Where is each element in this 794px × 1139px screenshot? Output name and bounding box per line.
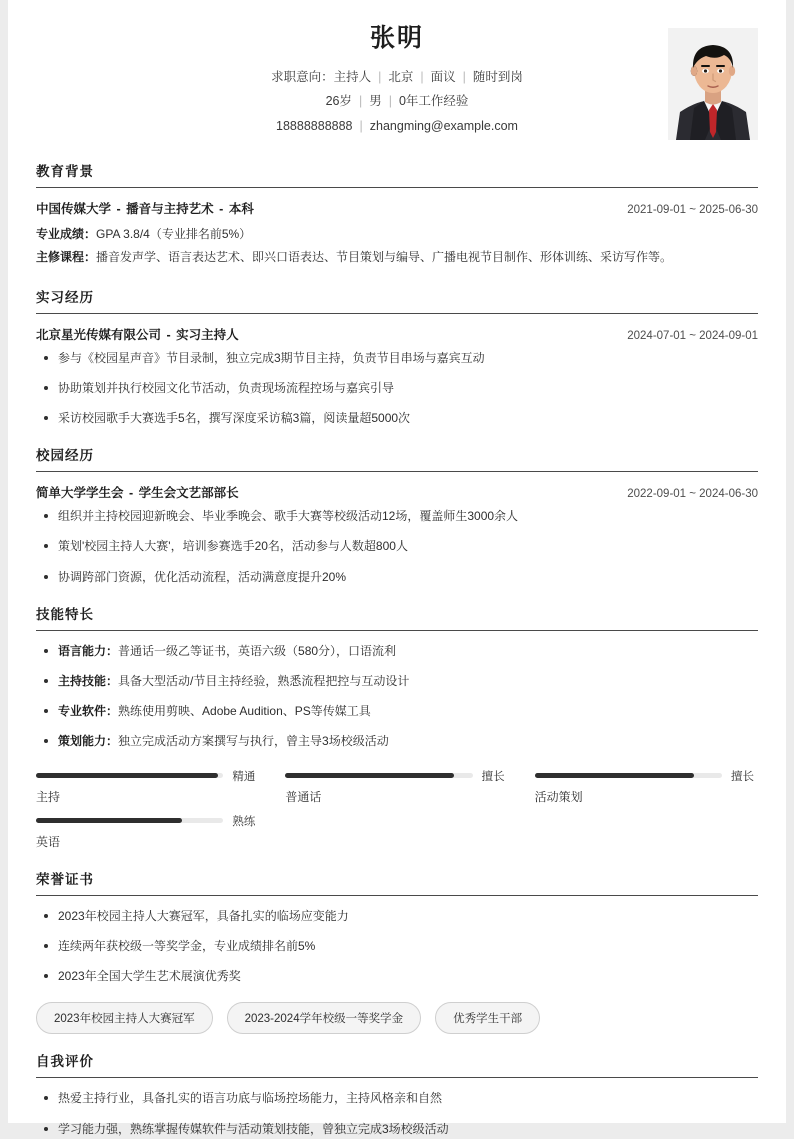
header-text-block [36, 22, 758, 138]
section-title-skills: 技能特长 [36, 606, 94, 622]
dash-separator: - [219, 201, 224, 216]
list-item: 连续两年获校级一等奖学金，专业成绩排名前5% [36, 937, 758, 956]
personal-gender: 男 [369, 94, 382, 109]
education-gpa-value: GPA 3.8/4（专业排名前5%） [96, 226, 252, 241]
list-item [36, 702, 758, 721]
separator-icon: | [388, 94, 392, 109]
skill-progress-fill [285, 773, 454, 778]
skill-level-label: 擅长 [481, 770, 505, 783]
skill-bar-item [535, 768, 758, 807]
separator-icon: | [378, 69, 382, 84]
section-campus [36, 444, 758, 587]
skill-progress-track [36, 773, 223, 778]
skill-text: 熟练使用剪映、Adobe Audition、PS等传媒工具 [118, 704, 371, 719]
internship-bullet-list [36, 349, 758, 429]
list-item [36, 672, 758, 691]
skill-label: 语言能力： [58, 643, 119, 658]
dash-separator: - [129, 486, 134, 501]
dash-separator: - [166, 327, 171, 342]
list-item: 2023年校园主持人大赛冠军，具备扎实的临场应变能力 [36, 907, 758, 926]
skill-progress-fill [36, 818, 182, 823]
education-date-range: 2021-09-01 ~ 2025-06-30 [627, 203, 758, 216]
campus-entry [36, 483, 758, 587]
skill-name-label: 普通话 [285, 789, 322, 804]
education-courses-line [36, 246, 758, 269]
skill-text: 普通话一级乙等证书，英语六级（580分），口语流利 [118, 643, 397, 658]
list-item: 参与《校园星声音》节目录制，独立完成3期节目主持，负责节目串场与嘉宾互动 [36, 349, 758, 368]
separator-icon: | [420, 69, 424, 84]
list-item: 采访校园歌手大赛选手5名，撰写深度采访稿3篇，阅读量超5000次 [36, 409, 758, 428]
education-entry [36, 199, 758, 270]
contact-info-line [156, 114, 638, 138]
education-courses-value: 播音发声学、语言表达艺术、即兴口语表达、节目策划与编导、广播电视节目制作、形体训练、采访写作等。 [96, 250, 673, 265]
skill-bar-item [285, 768, 508, 807]
section-honors [36, 868, 758, 1035]
education-gpa-label: 专业成绩： [36, 226, 97, 241]
skill-progress-track [535, 773, 722, 778]
skill-level-label: 熟练 [232, 815, 256, 828]
avatar [668, 28, 758, 140]
entry-header [36, 483, 758, 501]
list-item [36, 642, 758, 661]
skill-name-label: 活动策划 [534, 789, 583, 804]
skill-progress-track [285, 773, 472, 778]
list-item: 策划'校园主持人大赛'，培训参赛选手20名，活动参与人数超800人 [36, 537, 758, 556]
skill-bar-row [36, 813, 255, 829]
skill-bar-grid [36, 768, 758, 852]
list-item: 热爱主持行业，具备扎实的语言功底与临场控场能力，主持风格亲和自然 [36, 1089, 758, 1108]
separator-icon: | [359, 118, 363, 133]
list-item: 协助策划并执行校园文化节活动，负责现场流程控场与嘉宾引导 [36, 379, 758, 398]
list-item: 协调跨部门资源，优化活动流程，活动满意度提升20% [36, 568, 758, 587]
education-courses-label: 主修课程： [36, 250, 97, 265]
campus-bullet-list [36, 507, 758, 587]
skill-bar-item [36, 813, 259, 852]
section-divider [36, 630, 758, 631]
contact-phone: 18888888888 [276, 118, 353, 133]
portrait-photo-icon [668, 28, 758, 140]
section-title-self-evaluation: 自我评价 [36, 1054, 94, 1070]
honor-tag-list [36, 1002, 758, 1034]
campus-org: 简单大学学生会 [36, 486, 124, 501]
skill-name-label: 英语 [36, 834, 61, 849]
list-item: 组织并主持校园迎新晚会、毕业季晚会、歌手大赛等校级活动12场，覆盖师生3000余人 [36, 507, 758, 526]
internship-role: 实习主持人 [176, 327, 239, 342]
campus-role: 学生会文艺部部长 [138, 486, 239, 501]
skill-level-label: 擅长 [730, 770, 754, 783]
section-title-honors: 荣誉证书 [36, 871, 94, 887]
internship-date-range: 2024-07-01 ~ 2024-09-01 [627, 329, 758, 342]
internship-company: 北京星光传媒有限公司 [36, 327, 162, 342]
skill-progress-fill [535, 773, 694, 778]
status-badge: 优秀学生干部 [435, 1002, 540, 1034]
section-title-education: 教育背景 [36, 163, 94, 179]
resume-header [36, 22, 758, 144]
section-title-internship: 实习经历 [36, 289, 94, 305]
section-divider [36, 313, 758, 314]
job-intent-line [156, 65, 638, 89]
education-major: 播音与主持艺术 [126, 201, 214, 216]
personal-age: 26岁 [325, 94, 352, 109]
list-item: 2023年全国大学生艺术展演优秀奖 [36, 967, 758, 986]
contact-email: zhangming@example.com [369, 118, 518, 133]
education-degree: 本科 [228, 201, 254, 216]
section-divider [36, 187, 758, 188]
job-intent-salary: 面议 [430, 69, 456, 84]
skill-bar-row [285, 768, 504, 784]
skill-label: 专业软件： [58, 704, 119, 719]
skill-text: 具备大型活动/节目主持经验，熟悉流程把控与互动设计 [118, 673, 410, 688]
internship-entry [36, 325, 758, 429]
campus-title [36, 483, 239, 501]
skill-label: 主持技能： [58, 673, 119, 688]
skill-label: 策划能力： [58, 734, 119, 749]
skill-bar-item [36, 768, 259, 807]
job-intent-availability: 随时到岗 [472, 69, 523, 84]
skill-progress-track [36, 818, 223, 823]
section-self-evaluation [36, 1050, 758, 1138]
status-badge: 2023-2024学年校级一等奖学金 [227, 1002, 422, 1034]
skill-name-label: 主持 [36, 789, 61, 804]
self-evaluation-bullet-list [36, 1089, 758, 1138]
education-school: 中国传媒大学 [36, 201, 112, 216]
section-divider [36, 1077, 758, 1078]
section-skills [36, 603, 758, 852]
education-title [36, 199, 254, 217]
entry-header [36, 199, 758, 217]
job-intent-city: 北京 [388, 69, 414, 84]
dash-separator: - [116, 201, 121, 216]
section-internship [36, 286, 758, 429]
candidate-name: 张明 [369, 24, 424, 52]
section-divider [36, 895, 758, 896]
skill-level-label: 精通 [232, 770, 256, 783]
skill-bar-row [36, 768, 255, 784]
campus-date-range: 2022-09-01 ~ 2024-06-30 [627, 488, 758, 501]
skill-bar-row [535, 768, 754, 784]
list-item [36, 732, 758, 751]
education-gpa-line [36, 223, 758, 246]
section-title-campus: 校园经历 [36, 448, 94, 464]
section-divider [36, 471, 758, 472]
separator-icon: | [358, 94, 363, 109]
status-badge: 2023年校园主持人大赛冠军 [36, 1002, 213, 1034]
skills-bullet-list [36, 642, 758, 752]
honors-bullet-list [36, 907, 758, 987]
job-intent-position: 主持人 [333, 69, 372, 84]
internship-title [36, 325, 239, 343]
personal-info-line [156, 89, 638, 113]
job-intent-label: 求职意向： [271, 69, 334, 84]
skill-progress-fill [36, 773, 218, 778]
skill-text: 独立完成活动方案撰写与执行，曾主导3场校级活动 [118, 734, 389, 749]
personal-experience: 0年工作经验 [398, 94, 469, 109]
entry-header [36, 325, 758, 343]
separator-icon: | [462, 69, 466, 84]
list-item: 学习能力强，熟练掌握传媒软件与活动策划技能，曾独立完成3场校级活动 [36, 1120, 758, 1139]
section-education [36, 160, 758, 270]
